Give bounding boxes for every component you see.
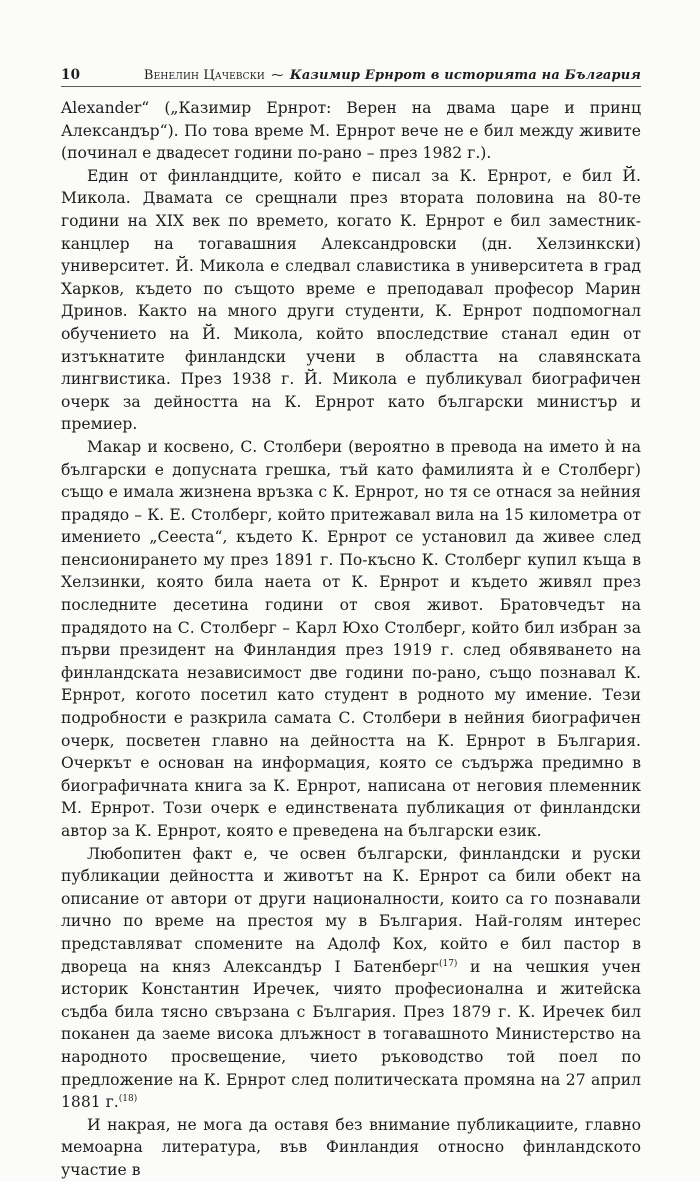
paragraph-3: Макар и косвено, С. Столбери (вероятно в превода на името ѝ на български е допусната грешка, тъй като фамилията ѝ е Столберг) също е имала жизнена връзка с К. Ернрот, но тя се отнася за нейния прадядо – К. Е. Столберг, който притежавал вила на 15 километра от имението „Сееста“, където К. Ернрот се установил да живее след пенсионирането му през 1891 г. По-късно К. Столберг купил къща в Хелзинки, която била наета от К. Ернрот и където живял през последните десетина години от своя живот. Братовчедът на прадядото на С. Столберг – Карл Юхо Столберг, който бил избран за първи президент на Финландия през 1919 г. след обявяването на финландската независимост две години по-рано, също познавал К. Ернрот, когото посетил като студент в родното му имение. Тези подробности е разкрила самата С. Столбери в нейния биографичен очерк, посветен главно на дейността на К. Ернрот в България. Очеркът е основан на информация, която се съдържа предимно в биографичната книга за К. Ернрот, написана от неговия племенник М. Ернрот. Този очерк е единствената публикация от финландски автор за К. Ернрот, която е преведена на български език. xyxy=(61,437,641,840)
footnote-ref-17[interactable]: (17) xyxy=(438,958,458,969)
book-title: Казимир Ернрот в историята на България xyxy=(289,68,641,83)
paragraph-2: Един от финландците, който е писал за К. Ернрот, е бил Й. Микола. Двамата се срещнали през втората половина на 80-те години на XIX век по времето, когато К. Ернрот е бил заместник-канцлер на тогавашния Александровски (дн. Хелзинкски) университет. Й. Микола е следвал славистика в университета в град Харков, където по същото време е преподавал професор Марин Дринов. Както на много други студенти, К. Ернрот подпомогнал обучението на Й. Микола, който впоследствие станал един от изтъкнатите финландски учени в областта на славянската лингвистика. През 1938 г. Й. Микола е публикувал биографичен очерк за дейността на К. Ернрот като български министър и премиер. xyxy=(61,166,641,434)
author-name: Венелин Цачевски xyxy=(143,68,265,83)
header-separator: ⁓ xyxy=(271,68,284,82)
running-head xyxy=(144,68,641,83)
paragraph-4-text-a: Любопитен факт е, че освен български, финландски и руски публикации дейността и животът на К. Ернрот са били обект на описание от автори от други националности, които са го познавали лично по време на престоя му в България. Най-голям интерес представляват спомените на Адолф Кох, който е бил пастор в двореца на княз Александър I Батенберг xyxy=(61,844,641,976)
paragraph-1: Alexander“ („Казимир Ернрот: Верен на двама царе и принц Александър“). По това време М. Ернрот вече не е бил между живите (починал е двадесет години по-рано – през 1982 г.). xyxy=(61,99,641,163)
paragraph-5: И накрая, не мога да оставя без внимание публикациите, главно мемоарна литература, във Финландия относно финландското участие в xyxy=(61,1115,641,1179)
footnote-ref-18[interactable]: (18) xyxy=(118,1094,138,1105)
page-number: 10 xyxy=(61,67,81,83)
running-header xyxy=(61,64,641,87)
body-text xyxy=(61,97,641,1182)
paragraph-4 xyxy=(61,843,641,1114)
paragraph-4-text-b: и на чешкия учен историк Константин Иречек, чиято професионална и житейска съдба била тясно свързана с България. През 1879 г. К. Иречек бил поканен да заеме висока длъжност в тогавашното Министерство на народното просвещение, чието ръководство той поел по предложение на К. Ернрот след политическата промяна на 27 април 1881 г. xyxy=(61,957,642,1112)
